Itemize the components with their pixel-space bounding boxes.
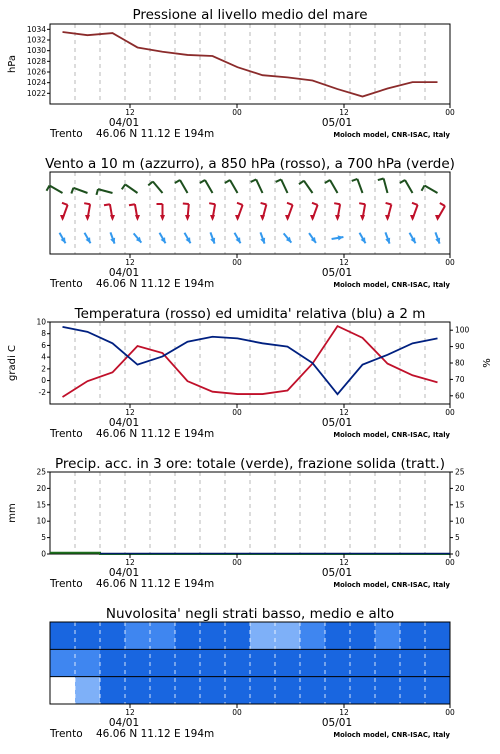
cloud-cell: [250, 677, 275, 704]
wind-barb-700hpa-feather: [400, 180, 405, 183]
cloud-cell: [75, 649, 100, 676]
hour-tick-label: 00: [445, 708, 455, 717]
model-credit: Moloch model, CNR-ISAC, Italy: [333, 431, 450, 439]
wind-barb-700hpa-feather: [175, 180, 180, 183]
wind-barb-850hpa-feather: [334, 203, 340, 204]
wind-barb-850hpa-head: [335, 215, 340, 221]
y-right-tick-label: 70: [455, 374, 465, 384]
wind-barb-700hpa: [405, 180, 413, 193]
cloud-cell: [350, 677, 375, 704]
hour-tick-label: 12: [125, 558, 135, 567]
wind-barb-700hpa: [357, 179, 362, 193]
wind-barb-850hpa-feather: [287, 203, 293, 205]
wind-barb-850hpa-head: [60, 215, 65, 221]
location-coords: 46.06 N 11.12 E 194m: [96, 278, 215, 290]
cloud-cell: [300, 677, 325, 704]
cloud-cell: [375, 649, 400, 676]
model-credit: Moloch model, CNR-ISAC, Italy: [333, 281, 450, 289]
date-label: 05/01: [321, 117, 353, 129]
wind-barb-850hpa-head: [410, 215, 415, 221]
model-credit: Moloch model, CNR-ISAC, Italy: [333, 131, 450, 139]
y-tick-label: 1028: [26, 56, 46, 66]
wind-barb-850hpa-head: [285, 215, 290, 221]
hour-tick-label: 12: [339, 558, 349, 567]
wind-barb-700hpa-feather: [225, 180, 230, 183]
y-tick-label: 8: [41, 329, 46, 339]
wind-barb-850hpa-feather: [440, 203, 445, 206]
cloud-cell: [125, 677, 150, 704]
wind-barb-700hpa: [230, 180, 238, 193]
hour-tick-label: 12: [125, 108, 135, 117]
wind-barb-700hpa-feather: [378, 179, 384, 181]
hour-tick-label: 00: [232, 108, 242, 117]
y-tick-label: 1024: [26, 78, 46, 88]
location-coords: 46.06 N 11.12 E 194m: [96, 728, 215, 740]
wind-barb-850hpa-head: [160, 215, 165, 221]
y-tick-label: 1022: [26, 88, 46, 98]
hour-tick-label: 00: [232, 408, 242, 417]
humidity-line: [63, 327, 438, 394]
hour-tick-label: 12: [339, 258, 349, 267]
cloud-cell: [150, 649, 175, 676]
wind-arrowhead-10m: [210, 238, 215, 244]
hour-tick-label: 00: [232, 708, 242, 717]
cloud-cell: [325, 677, 350, 704]
y-right-axis-label: %: [482, 358, 493, 368]
wind-barb-850hpa-head: [260, 215, 265, 221]
y-right-tick-label: 20: [455, 483, 465, 493]
cloud-cell: [275, 677, 300, 704]
wind-barb-700hpa-feather: [71, 188, 73, 194]
model-credit: Moloch model, CNR-ISAC, Italy: [333, 731, 450, 739]
cloud-cell: [325, 649, 350, 676]
wind-barb-700hpa: [281, 179, 287, 193]
y-tick-label: 20: [36, 483, 46, 493]
cloud-cell: [400, 677, 425, 704]
wind-barb-700hpa: [205, 180, 213, 193]
wind-barb-700hpa: [330, 180, 338, 193]
wind-barb-700hpa-feather: [148, 182, 153, 186]
date-label: 05/01: [321, 267, 353, 279]
wind-barb-700hpa-feather: [276, 179, 281, 182]
cloud-cell: [400, 649, 425, 676]
y-tick-label: 0: [41, 376, 46, 386]
wind-barb-700hpa: [73, 188, 87, 193]
hour-tick-label: 12: [125, 258, 135, 267]
hour-tick-label: 00: [445, 108, 455, 117]
cloud-cell: [425, 622, 450, 649]
date-label: 05/01: [321, 717, 353, 729]
pressure-panel: [7, 24, 455, 140]
hour-tick-label: 00: [445, 408, 455, 417]
location-coords: 46.06 N 11.12 E 194m: [96, 578, 215, 590]
cloud-cell: [275, 649, 300, 676]
y-tick-label: 25: [36, 467, 46, 477]
cloud-cell: [175, 649, 200, 676]
y-tick-label: 15: [36, 500, 46, 510]
cloud-cell: [400, 622, 425, 649]
cloud-cell: [375, 622, 400, 649]
cloud-cell: [50, 622, 75, 649]
cloud-cell: [225, 649, 250, 676]
cloud-cell: [50, 677, 75, 704]
wind-barb-700hpa-feather: [352, 179, 358, 181]
wind-barb-700hpa-feather: [96, 189, 98, 195]
wind-barb-850hpa-feather: [104, 204, 110, 205]
y-tick-label: 6: [41, 340, 46, 350]
cloud-cell: [100, 622, 125, 649]
wind-barb-700hpa: [50, 186, 63, 194]
wind-barb-850hpa-head: [135, 215, 140, 221]
y-tick-label: 5: [41, 533, 46, 543]
cloud-cell: [275, 622, 300, 649]
wind-barb-850hpa-feather: [412, 203, 418, 205]
wind-barb-700hpa: [425, 186, 438, 194]
wind-barb-850hpa-feather: [183, 204, 189, 205]
cloud-cell: [300, 622, 325, 649]
wind-barb-850hpa-head: [360, 215, 365, 221]
y-right-tick-label: 0: [455, 549, 460, 559]
y-tick-label: 1026: [26, 67, 46, 77]
cloud-cell: [225, 622, 250, 649]
wind-barb-700hpa: [125, 184, 137, 193]
cloud-cell: [75, 622, 100, 649]
cloud-cell: [350, 622, 375, 649]
pressure-title: Pressione al livello medio del mare: [132, 7, 368, 23]
y-tick-label: 0: [41, 549, 46, 559]
y-tick-label: 1030: [26, 46, 46, 56]
cloud-cell: [100, 649, 125, 676]
cloud-cell: [200, 622, 225, 649]
wind-barb-700hpa: [153, 182, 163, 193]
wind-barb-850hpa-feather: [84, 203, 90, 204]
wind-barb-700hpa: [256, 179, 262, 193]
wind-barb-850hpa-head: [235, 215, 240, 221]
y-tick-label: 4: [41, 352, 46, 362]
y-right-tick-label: 10: [455, 516, 465, 526]
cloud-cell: [375, 677, 400, 704]
wind-barb-850hpa-head: [210, 215, 215, 221]
model-credit: Moloch model, CNR-ISAC, Italy: [333, 581, 450, 589]
wind-barb-850hpa-feather: [62, 203, 68, 205]
cloud-cell: [125, 622, 150, 649]
y-right-tick-label: 25: [455, 467, 465, 477]
y-tick-label: 2: [41, 364, 46, 374]
y-tick-label: 1034: [26, 24, 46, 34]
cloud-cell: [425, 649, 450, 676]
location-name: Trento: [50, 428, 83, 440]
wind-barb-700hpa-feather: [325, 180, 330, 183]
cloud-cell: [250, 649, 275, 676]
y-right-tick-label: 60: [455, 391, 465, 401]
y-right-tick-label: 90: [455, 342, 465, 352]
wind-barb-850hpa-head: [110, 215, 115, 221]
cloud-cell: [425, 677, 450, 704]
wind-barb-850hpa-head: [185, 215, 190, 221]
location-coords: 46.06 N 11.12 E 194m: [96, 428, 215, 440]
wind-barb-850hpa-feather: [237, 203, 243, 205]
hour-tick-label: 12: [339, 408, 349, 417]
precip-panel: [7, 468, 465, 591]
cloud-cell: [225, 677, 250, 704]
cloud-cell: [150, 677, 175, 704]
precip-title: Precip. acc. in 3 ore: totale (verde), frazione solida (tratt.): [55, 456, 445, 472]
hour-tick-label: 12: [339, 108, 349, 117]
wind-barb-850hpa-head: [85, 215, 90, 221]
hour-tick-label: 12: [125, 708, 135, 717]
cloud-cell: [175, 677, 200, 704]
wind-barb-700hpa-feather: [422, 186, 425, 191]
wind-barb-850hpa-feather: [312, 203, 318, 205]
wind-barb-700hpa: [304, 181, 313, 193]
date-label: 04/01: [108, 717, 140, 729]
date-label: 04/01: [108, 267, 140, 279]
wind-barb-850hpa-feather: [129, 204, 135, 205]
wind-arrowhead-10m: [435, 238, 440, 244]
wind-barb-700hpa: [180, 180, 188, 193]
wind-arrowhead-10m: [110, 238, 115, 244]
wind-barb-700hpa-feather: [47, 186, 50, 191]
y-axis-label: mm: [7, 503, 18, 523]
y-axis-label: hPa: [7, 54, 18, 74]
cloud-cell: [100, 677, 125, 704]
wind-barb-850hpa-head: [435, 215, 440, 221]
hour-tick-label: 12: [339, 708, 349, 717]
wind-barb-850hpa-head: [385, 215, 390, 221]
y-tick-label: 10: [36, 516, 46, 526]
wind-arrowhead-10m: [385, 238, 390, 244]
cloud-cell: [75, 677, 100, 704]
cloud-cell: [50, 649, 75, 676]
wind-barb-850hpa-feather: [261, 203, 267, 205]
cloud-cell: [250, 622, 275, 649]
y-right-tick-label: 15: [455, 500, 465, 510]
temperature-panel: [7, 318, 493, 441]
y-right-tick-label: 5: [455, 533, 460, 543]
date-label: 04/01: [108, 117, 140, 129]
y-axis-label: gradi C: [7, 345, 18, 381]
hour-tick-label: 00: [445, 558, 455, 567]
hour-tick-label: 00: [445, 258, 455, 267]
wind-barb-850hpa-feather: [359, 203, 365, 204]
temperature-title: Temperatura (rosso) ed umidita' relativa (blu) a 2 m: [74, 306, 426, 322]
y-tick-label: 1032: [26, 35, 46, 45]
wind-barb-850hpa-feather: [386, 203, 392, 205]
wind-title: Vento a 10 m (azzurro), a 850 hPa (rosso), a 700 hPa (verde): [45, 156, 455, 172]
wind-barb-850hpa-feather: [209, 203, 215, 204]
wind-barb-700hpa: [384, 179, 388, 193]
hour-tick-label: 12: [125, 408, 135, 417]
clouds-title: Nuvolosita' negli strati basso, medio e alto: [105, 606, 395, 622]
location-name: Trento: [50, 578, 83, 590]
cloud-cell: [200, 649, 225, 676]
y-right-tick-label: 100: [455, 325, 470, 335]
y-right-tick-label: 80: [455, 358, 465, 368]
wind-barb-700hpa-feather: [200, 180, 205, 183]
location-name: Trento: [50, 728, 83, 740]
location-coords: 46.06 N 11.12 E 194m: [96, 128, 215, 140]
wind-barb-850hpa-head: [310, 215, 315, 221]
cloud-cell: [300, 649, 325, 676]
date-label: 04/01: [108, 567, 140, 579]
hour-tick-label: 00: [232, 558, 242, 567]
hour-tick-label: 00: [232, 258, 242, 267]
y-tick-label: -2: [38, 387, 46, 397]
cloud-cell: [325, 622, 350, 649]
date-label: 05/01: [321, 567, 353, 579]
location-name: Trento: [50, 278, 83, 290]
clouds-panel: [49, 622, 455, 740]
cloud-cell: [125, 649, 150, 676]
cloud-cell: [350, 649, 375, 676]
wind-arrowhead-10m: [260, 238, 265, 244]
location-name: Trento: [50, 128, 83, 140]
cloud-cell: [175, 622, 200, 649]
y-tick-label: 10: [36, 317, 46, 327]
wind-barb-700hpa-feather: [251, 179, 256, 182]
cloud-cell: [150, 622, 175, 649]
date-label: 05/01: [321, 417, 353, 429]
cloud-cell: [200, 677, 225, 704]
wind-panel: [47, 172, 455, 290]
date-label: 04/01: [108, 417, 140, 429]
